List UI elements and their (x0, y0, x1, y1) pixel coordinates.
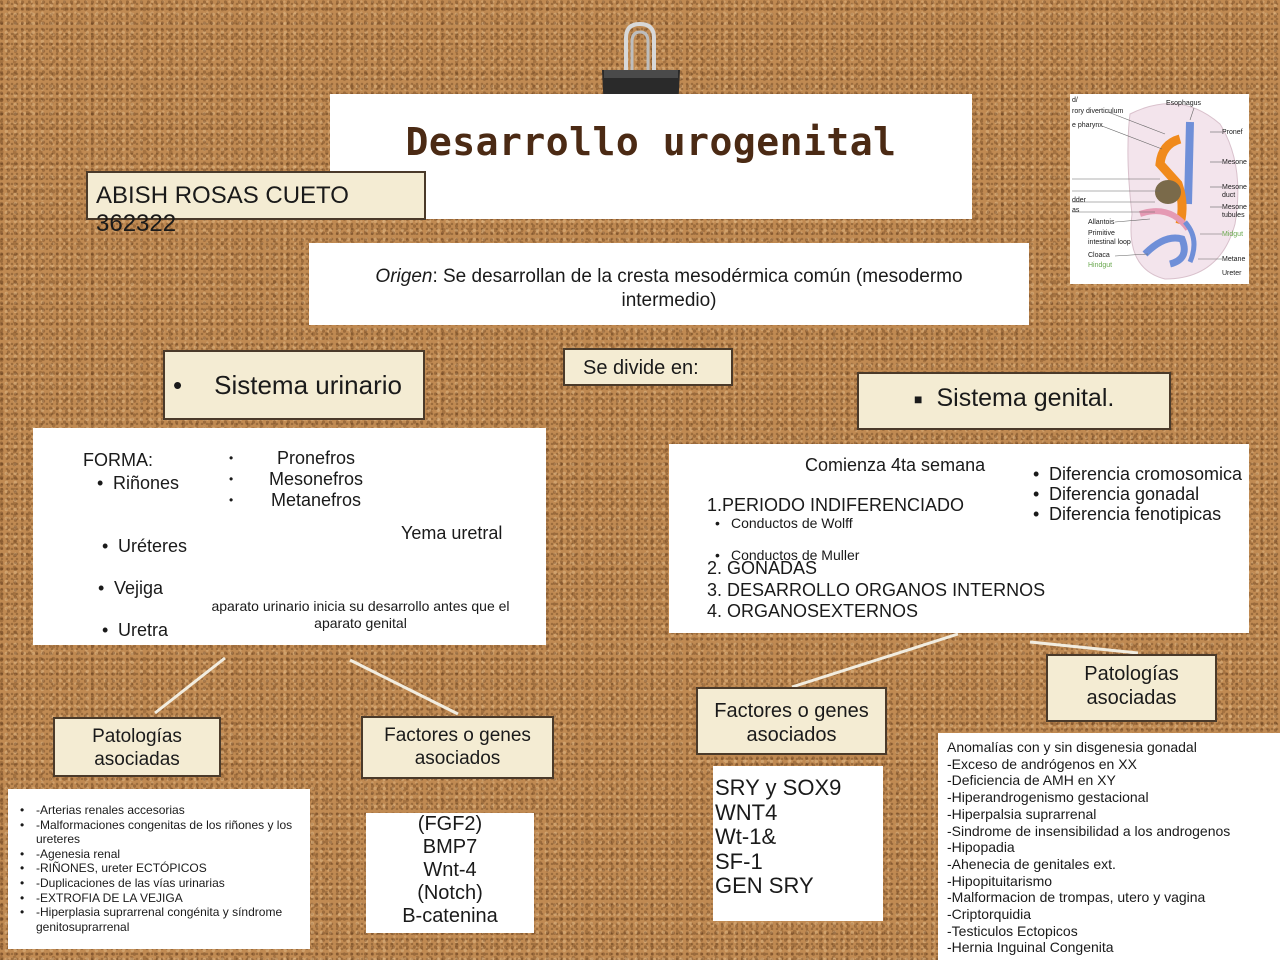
pathology-item: -Sindrome de insensibilidad a los androgenos (947, 822, 1231, 839)
pathology-item: -Hiperandrogenismo gestacional (947, 789, 1149, 806)
pathology-item: • -Arterias renales accesorias (36, 803, 304, 818)
gene-item: GEN SRY (715, 873, 814, 898)
connector-urinary-pathologies (155, 658, 225, 713)
genital-title: Sistema genital. (936, 384, 1115, 412)
pathology-item: -Malformacion de trompas, utero y vagina (947, 889, 1206, 906)
embryo-label: tubules (1222, 212, 1245, 219)
gene-item: WNT4 (715, 799, 778, 825)
divide-label: Se divide en: (563, 348, 733, 386)
stage-item: Metanefros (270, 490, 362, 510)
forma-label: FORMA: (83, 450, 153, 470)
pathology-item: -Ahenecia de genitales ext. (947, 855, 1116, 872)
embryo-label: Hindgut (1088, 262, 1113, 269)
pathology-item: -Exceso de andrógenos en XX (947, 755, 1137, 772)
embryo-label: e pharynx (1072, 122, 1103, 129)
genital-detail-card (669, 444, 1249, 633)
embryo-label: duct (1222, 192, 1236, 199)
urinary-note: aparato urinario inicia su desarrollo antes que el aparato genital (211, 598, 510, 631)
pathology-item: -Criptorquidia (947, 906, 1032, 923)
embryo-label: Esophagus (1166, 100, 1202, 107)
pathology-item: • -RIÑONES, ureter ECTÓPICOS (36, 861, 304, 876)
organ-item: • Vejiga (114, 578, 627, 599)
gene-item: SRY y SOX9 (715, 775, 842, 800)
embryo-label: Allantois (1088, 219, 1115, 226)
genital-system-node (857, 372, 1171, 430)
period-indiferenciado: 1.PERIODO INDIFERENCIADO (707, 495, 965, 515)
embryo-label: Ureter (1222, 270, 1242, 277)
organ-item: • Uretra (118, 620, 631, 641)
embryo-label: as (1072, 207, 1080, 214)
origin-card (309, 243, 1029, 325)
genital-start: Comienza 4ta semana (805, 455, 986, 475)
organ-item: • Uréteres (118, 536, 631, 557)
bullet-icon: • (173, 370, 183, 400)
genital-step: 3. DESARROLLO ORGANOS INTERNOS (707, 579, 1046, 600)
duct-item: • Conductos de Wolff (731, 515, 1280, 531)
stage-item: Mesonefros (268, 469, 364, 489)
urinary-pathologies-node: Patologías asociadas (53, 717, 221, 777)
organ-item: • Riñones (113, 473, 626, 494)
pathology-item: • -Malformaciones congenitas de los riñones y los ureteres (36, 818, 304, 847)
embryo-label: Mesone (1222, 204, 1247, 211)
connector-genital-pathologies (1030, 642, 1138, 653)
connector-genital-genes (792, 634, 958, 687)
pathology-item: -Deficiencia de AMH en XY (947, 772, 1116, 789)
difference-item: • Diferencia gonadal (1049, 484, 1249, 504)
genital-pathologies-list (938, 733, 1280, 960)
duct-item: • Conductos de Muller (731, 547, 1280, 563)
embryo-label: Cloaca (1088, 252, 1110, 259)
urinary-pathologies-list (8, 789, 310, 949)
pathology-item: -Testiculos Ectopicos (947, 922, 1078, 939)
title-card (330, 94, 972, 219)
pathology-item: • -Agenesia renal (36, 847, 304, 862)
urinary-genes-list (366, 813, 534, 933)
gene-item: Wnt-4 (423, 859, 477, 881)
stage-list (261, 448, 371, 511)
embryo-label: Metane (1222, 256, 1246, 263)
stage-item: Pronefros (276, 448, 356, 468)
difference-item: • Diferencia cromosomica (1049, 464, 1249, 484)
embryo-label: Mesone (1222, 159, 1247, 166)
gene-item: (FGF2) (417, 813, 483, 835)
pathology-item: -Hipopadia (947, 839, 1015, 856)
genital-pathologies-node: Patologías asociadas (1046, 654, 1217, 722)
difference-item: • Diferencia fenotipicas (1049, 504, 1249, 524)
gene-item: BMP7 (422, 836, 478, 858)
connector-urinary-genes (350, 660, 458, 714)
author-label: ABISH ROSAS CUETO 362322 (86, 171, 426, 220)
urinary-genes-node: Factores o genes asociados (361, 716, 554, 779)
embryo-label: Midgut (1222, 231, 1244, 238)
gene-item: Wt-1& (715, 824, 777, 849)
pathology-item: Anomalías con y sin disgenesia gonadal (947, 739, 1197, 755)
gene-item: B-catenina (402, 905, 498, 927)
urinary-detail-card (33, 428, 546, 645)
embryo-label: d/ (1072, 97, 1078, 104)
embryo-label: Primitive (1088, 230, 1115, 237)
embryo-label: Pronef (1222, 129, 1243, 136)
pathology-item: • -Hiperplasia suprarrenal congénita y síndrome genitosuprarrenal (36, 905, 304, 934)
difference-list (1049, 464, 1249, 524)
genital-step: 2. GONADAS (707, 558, 818, 578)
yema-label: Yema uretral (401, 523, 503, 543)
pathology-item: -Hipopituitarismo (947, 872, 1053, 889)
page-title: Desarrollo urogenital (405, 120, 897, 164)
origin-label: Origen (375, 266, 433, 287)
origin-text: : Se desarrollan de la cresta mesodérmica común (mesodermo intermedio) (432, 266, 963, 311)
gene-item: SF-1 (715, 848, 763, 874)
embryo-label: Mesone (1222, 184, 1247, 191)
square-bullet-icon: ■ (914, 391, 923, 408)
genital-steps (707, 558, 1045, 623)
urinary-title: Sistema urinario (214, 370, 402, 400)
genital-genes-node: Factores o genes asociados (696, 687, 887, 755)
urinary-system-node (163, 350, 425, 420)
genital-genes-list (713, 766, 883, 921)
embryo-label: intestinal loop (1088, 239, 1131, 246)
gene-item: (Notch) (417, 882, 483, 904)
embryo-label: dder (1072, 197, 1087, 204)
embryo-illustration (1070, 94, 1249, 284)
pathology-item: -Hernia Inguinal Congenita (947, 939, 1114, 956)
pathology-item: • -Duplicaciones de las vías urinarias (36, 876, 304, 891)
pathology-item: -Hiperpalsia suprarrenal (947, 805, 1097, 822)
pathology-item: • -EXTROFIA DE LA VEJIGA (36, 891, 304, 906)
embryo-label: rory diverticulum (1072, 108, 1124, 115)
stage-bullets: • • • (229, 451, 234, 507)
genital-step: 4. ORGANOSEXTERNOS (707, 601, 919, 621)
